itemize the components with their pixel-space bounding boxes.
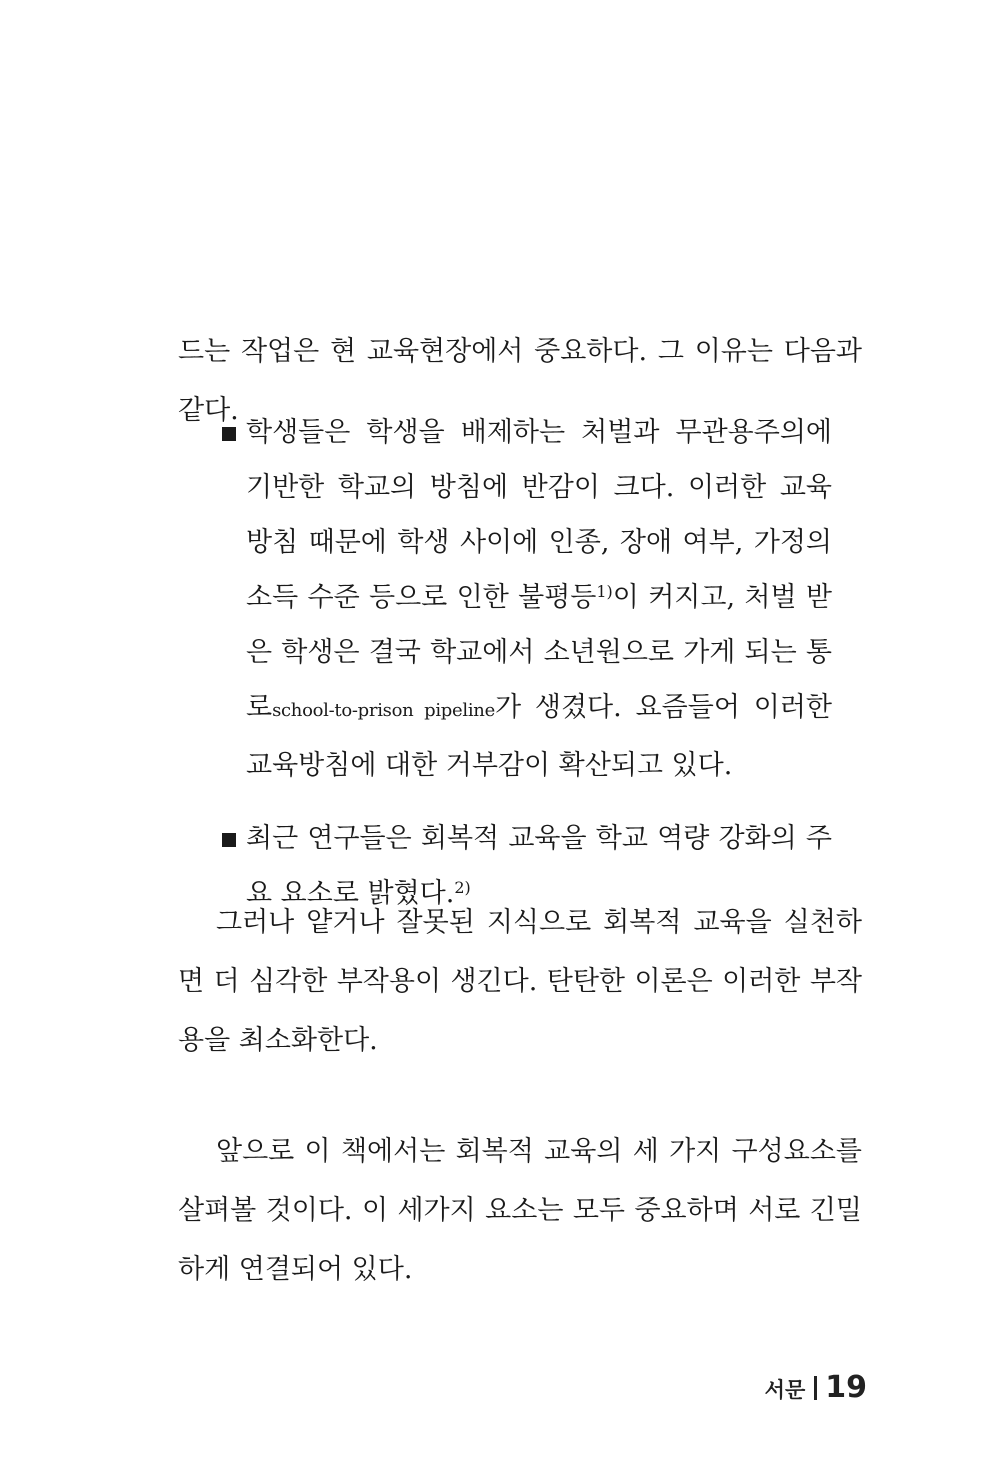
ahead-paragraph: 앞으로 이 책에서는 회복적 교육의 세 가지 구성요소를 살펴볼 것이다. 이 세가지 요소는 모두 중요하며 서로 긴밀하게 연결되어 있다. — [178, 1136, 862, 1285]
folio-divider — [814, 1376, 817, 1400]
page-folio — [765, 1370, 867, 1405]
bullet-text: 학생들은 학생을 배제하는 처벌과 무관용주의에 기반한 학교의 방침에 반감이 크다. 이러한 교육 방침 때문에 학생 사이에 인종, 장애 여부, 가정의 소득 수준 등으로 인한 불평등 — [246, 417, 832, 613]
footnote-marker: 1) — [596, 582, 613, 601]
square-bullet-icon — [222, 427, 236, 441]
reasons-list — [222, 405, 832, 939]
english-term: school-to-prison pipeline — [272, 700, 495, 721]
list-item — [222, 405, 832, 793]
intro-paragraph: 드는 작업은 현 교육현장에서 중요하다. 그 이유는 다음과 같다. — [178, 336, 862, 426]
bullet-text: 최근 연구들은 회복적 교육을 학교 역량 강화의 주요 요소로 밝혔다. — [246, 823, 832, 909]
square-bullet-icon — [222, 833, 236, 847]
bullet-text-end: 가 생겼다. 요즘들어 이러한 교육방침에 대한 거부감이 확산되고 있다. — [246, 692, 833, 781]
page-number: 19 — [825, 1370, 867, 1405]
bullet-text-continued: 이 커지고, 처벌 받은 학생은 결국 학교에서 소년원으로 가게 되는 통로 — [246, 582, 832, 723]
section-title: 서문 — [764, 1378, 806, 1402]
however-paragraph: 그러나 얕거나 잘못된 지식으로 회복적 교육을 실천하면 더 심각한 부작용이 생긴다. 탄탄한 이론은 이러한 부작용을 최소화한다. — [178, 907, 862, 1056]
footnote-marker: 2) — [454, 878, 471, 897]
